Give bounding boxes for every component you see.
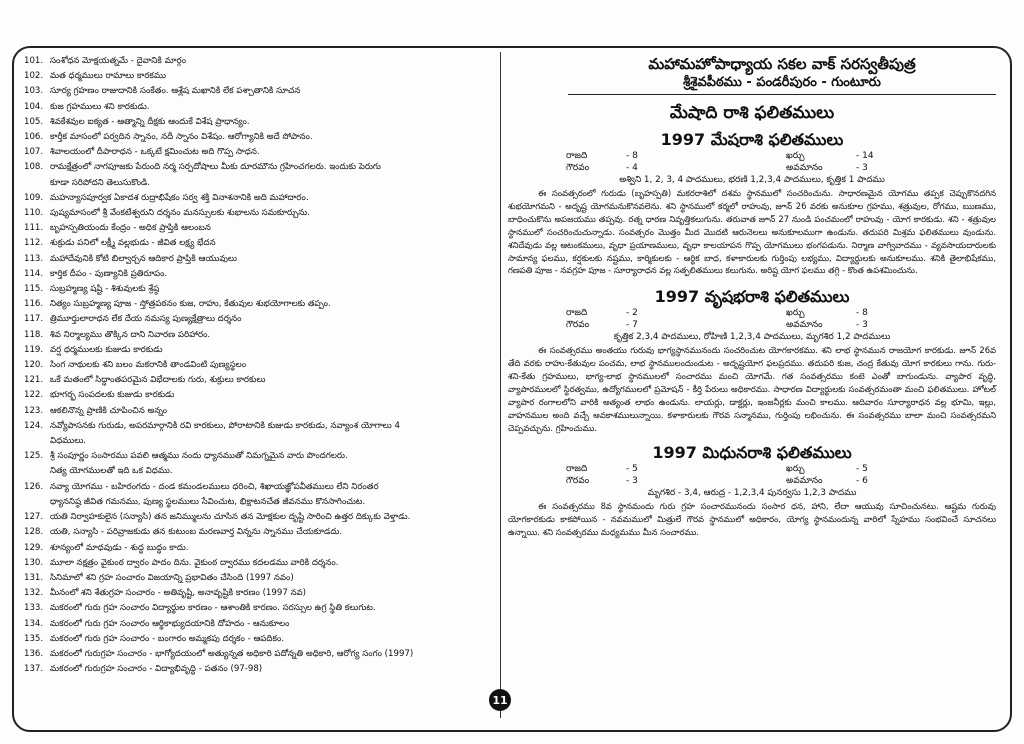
- list-item: [24, 69, 494, 84]
- list-item-text: కార్తిక దీపం - పుణ్యానికి ప్రతిరూపం.: [50, 268, 168, 279]
- list-item: [24, 647, 494, 662]
- list-item: [24, 130, 494, 145]
- stat-value: - 8: [626, 151, 638, 161]
- list-item: [24, 601, 494, 616]
- list-item-number: 119.: [24, 344, 44, 355]
- nakshatra-line: మృగశిర - 3,4, ఆరుద్ర - 1,2,3,4 పునర్వసు 1,2,3 పాదము: [647, 487, 857, 498]
- list-item-text: నిత్యం సుబ్రహ్మణ్య పూజ - స్తోత్రపఠనం కుజ, రాహు, కేతువుల శుభయోగాలకు తప్పం.: [50, 299, 331, 310]
- list-item: [24, 221, 494, 236]
- list-item-text: మకరంలో గురు గ్రహ సంచారం ఆర్థికాభ్యుదయానికి దోహదం - ఆనుకూలం: [50, 618, 290, 629]
- list-item-text: శ్రీ సంపూర్ణం సంసారము పవలి ఆత్మము నందు ధ్యానముతో నిమగ్నమైన వారు పొందగలరు.: [50, 451, 348, 462]
- stat-label2: ఖర్చు: [786, 463, 805, 474]
- rasi-section: [508, 443, 996, 539]
- list-item-number: 128.: [24, 527, 44, 538]
- list-item-text: రామక్షేత్రంలో నాగపూజకు పేరుంది నర్మ సర్పదోషాలు మీకు దూరమౌను గ్రహించగలరు. ఇందుకు పెరుగు: [50, 162, 381, 173]
- stat-value2: - 8: [856, 308, 868, 319]
- list-item-number: 137.: [24, 664, 44, 675]
- right-column: [508, 54, 996, 538]
- list-item: [24, 145, 494, 160]
- list-item-number: 136.: [24, 648, 44, 659]
- list-item: [24, 297, 494, 312]
- list-item: [24, 586, 494, 601]
- stat-label2: ఖర్చు: [786, 308, 805, 319]
- list-item: [24, 267, 494, 282]
- section-title: 1997 మేషరాశి ఫలితములు: [660, 130, 844, 149]
- list-item-number: 126.: [24, 481, 44, 492]
- list-item: [24, 510, 494, 525]
- list-item: [24, 312, 494, 327]
- list-item-text: శూన్యంలో మాధవుడు - శుద్ధ బుద్ధం కాదు.: [50, 542, 189, 553]
- stat-label: రాజది: [566, 308, 588, 319]
- list-item-text: సింగ నాథులకు శని బలం మకరానికి తాండవింటి పుణ్యస్థలం: [50, 360, 247, 371]
- list-item-number: 111.: [24, 223, 44, 234]
- page-number: 11: [489, 689, 511, 711]
- list-item-number: 130.: [24, 557, 44, 568]
- list-item-number: 134.: [24, 618, 44, 629]
- list-item-text: సినిమాలో శని గ్రహ సంచారం విజయాన్ని ప్రభావితం చేసింది (1997 నవం): [50, 572, 294, 583]
- list-item: [24, 449, 494, 464]
- list-item-number: 121.: [24, 375, 44, 386]
- stat-spacer: [706, 319, 786, 331]
- list-item-number: 110.: [24, 208, 44, 219]
- list-item-number: 103.: [24, 86, 44, 97]
- list-item: [24, 434, 494, 449]
- stats-grid: [566, 307, 996, 331]
- list-item-number: 106.: [24, 132, 44, 143]
- list-item: [24, 632, 494, 647]
- list-item-text: యతి నిర్వాహకులైన (సన్యాసి) తన జనిమ్ములను చూసిన తన మోక్షకుల దృష్టి సారించి ఉత్తర దిక్కుకు వెళ్తాడు.: [50, 512, 411, 523]
- list-item-number: 107.: [24, 147, 44, 158]
- list-item-number: 124.: [24, 420, 44, 431]
- stats-grid: [566, 463, 996, 487]
- list-item-text: పుష్యమాసంలో శ్రీ వేంకటేశ్వరుని దర్శనం మనస్సులకు శుభాలను సమకూర్చును.: [50, 208, 310, 219]
- list-item-number: 129.: [24, 542, 44, 553]
- list-item: [24, 328, 494, 343]
- stat-value: - 4: [626, 163, 638, 173]
- horoscope-sections: [508, 130, 996, 538]
- stats-grid: [566, 150, 996, 174]
- stat-label: రాజది: [566, 463, 588, 474]
- list-item-text: ఆకలినొన్న ప్రాణికి చూపించిన అన్నం: [50, 405, 168, 416]
- list-item-text: బృహస్పతియందు కేంద్రం - అధిక ప్రాప్తికి ఆలంబన: [50, 223, 211, 234]
- list-item: [24, 662, 494, 677]
- prediction-paragraph: ఈ సంవత్సరము అంతయు గురువు భాగ్యస్థానమునందు సంచరించుట యోగకారకము. శని లాభ స్థానమున రాజయోగ కారకుడు. జూన్ 26వ తేది వరకు రాహు-కేతువుల పంచమ, లాభ స్థానములందుండుట - అదృష్టయోగ ఫలప్రదము. తదుపరి కుజ, చంద్ర కేతువు యోగ కారకులు గాను. గురు-శని-కేతు గ్రహములు, భాగ్య-లాభ స్థానములలో సంచారము మంచి యోగమే. గత సంవత్సరము కంటె ఎంతో బాగుండును. వ్యాపార వృద్ధి, వ్యాపారములలో స్థిరత్వము, ఉద్యోగములలో ప్రమోషన్ - కీర్తి పేరులు అధికారము. సాధారణ విద్యార్థులకు సంవత్సరమంతా మంచి ఫలితములు. హోటల్ వ్యాపార రంగాలలోని వారికి అత్యంత లాభం ఉండును. లాయర్లు, డాక్టర్లు, ఇంజనీర్లకు మంచి కాలము. ఆదివారం సూర్యారాధన వల్ల భూమి, ఇల్లు, వాహనముల అంది వచ్చే అవకాశములున్నాయి. కళాకారులకు గౌరవ సన్మానము, గుర్తింపు లభించును. ఈ సంవత్సరము బాలా మంచి సంవత్సరమని చెప్పవచ్చును. గ్రహించుము.: [508, 345, 996, 433]
- list-item-text: మకరంలో గురుగ్రహ సంచారం - విద్యాభివృద్ధి - పతనం (97-98): [50, 664, 263, 675]
- list-item-number: [24, 464, 50, 479]
- list-item: [24, 115, 494, 130]
- list-item: [24, 206, 494, 221]
- list-item-text: మకరంలో గురు గ్రహ సంచారం విద్యార్థుల కారణం - ఆశాంతికి కారణం. సరస్సుల ఉగ్ర స్థితి కలుగుట.: [50, 603, 376, 614]
- list-item-number: 118.: [24, 329, 44, 340]
- list-item: [24, 464, 494, 479]
- list-item-number: 109.: [24, 192, 44, 203]
- stat-spacer: [706, 150, 786, 162]
- list-item-number: 113.: [24, 253, 44, 264]
- stat-label: రాజది: [566, 151, 588, 161]
- section-title: 1997 మిధునరాశి ఫలితములు: [652, 442, 852, 462]
- list-item: [24, 191, 494, 206]
- nakshatra-line: కృత్తిక 2,3,4 పాదములు, రోహిణి 1,2,3,4 పాదములు, మృగశిర 1,2 పాదములు: [613, 332, 891, 343]
- stat-label: గౌరవం: [566, 320, 590, 331]
- list-item-number: 102.: [24, 71, 44, 82]
- list-item-number: 105.: [24, 116, 44, 127]
- list-item-number: 131.: [24, 572, 44, 583]
- list-item-number: 133.: [24, 603, 44, 614]
- stat-spacer: [706, 162, 786, 174]
- list-item-text: వర్ష ధర్మములకు కుజుడు కారకుడు: [50, 344, 163, 355]
- list-item-text: నవ్యోపాసనకు గురుడు, అపరమార్గానికి రవి కారకులు, పోరాటానికి కుజుడు కారకుడు, నవ్యాంశ యోగాలు 4: [50, 420, 400, 431]
- list-item-text: సూర్య గ్రహణం రాజుదానికి సంకేతం. ఆశ్లేష మఖానికి లేక పశ్చాతానికి సూచన: [50, 86, 301, 97]
- stat-value2: - 3: [856, 163, 868, 173]
- list-item-text: మూలా నక్షత్రం వైకుంఠ ద్వారం పాదం దిను. వైకుంఠ ద్వారము కదలడము వారికి దర్శనం.: [50, 557, 339, 568]
- list-item-text: ధ్యాననిష్ఠ జీవిత గమనము, పుణ్య స్థలములు సేవించుట, భిక్షాటనచేత జీవనము కొనసాగించుట.: [50, 496, 366, 507]
- left-column: [24, 54, 494, 677]
- list-item: [24, 176, 494, 191]
- list-item: [24, 571, 494, 586]
- stat-label: గౌరవం: [566, 163, 590, 173]
- list-item: [24, 419, 494, 434]
- stat-value2: - 3: [856, 320, 868, 331]
- list-item-text: శివ నిర్మాల్యము తొక్కిన దాని నివారణ పరిహారం.: [50, 329, 211, 340]
- list-item-text: యతి, సన్యాసి - పరివ్రాజకుడు తన కుటుంబ మరణవార్త విన్నను స్నానము చేయకూడదు.: [50, 527, 343, 538]
- list-item: [24, 525, 494, 540]
- list-item-number: 108.: [24, 162, 44, 173]
- list-item-text: మకరంలో గురుగ్రహ సంచారం - భాగ్యోదయంలో అత్యున్నత అధికారి పదోన్నతి అధికారి, ఆరోగ్య సంగం (1997): [50, 648, 414, 659]
- list-item-number: 101.: [24, 56, 44, 66]
- list-item-number: 117.: [24, 314, 44, 325]
- stat-value2: - 6: [856, 475, 868, 486]
- stat-value2: - 5: [856, 463, 868, 474]
- prediction-paragraph: ఈ సంవత్సరము 8వ స్థానమందు గురు గ్రహ సంచారమునందు సంసార ధన, హాని, లేదా ఆయువు సూచించునటు. ఆష్టమ గురువు యోగకారకుడు కాకపోయిన - నవమములో మిత్రులే గౌరవ స్థానములో అధికారం, యోగ్య స్థానమందున్న వారిలో స్నేహము సంభవించే సూచనలు ఉన్నాయి. శని సంవత్సరము మధ్యమము మీన సంచారము.: [508, 500, 996, 537]
- list-item-text: మహాదేవునికి కోటి బిల్వార్చన ఆదికార ప్రాప్తికి ఆయువులు: [50, 253, 237, 264]
- list-item: [24, 404, 494, 419]
- list-item-number: 122.: [24, 390, 44, 401]
- list-item: [24, 480, 494, 495]
- list-item-number: 123.: [24, 405, 44, 416]
- list-item: [24, 54, 494, 69]
- list-item-number: 120.: [24, 360, 44, 371]
- stat-value: - 5: [626, 463, 638, 474]
- list-item: [24, 84, 494, 99]
- list-item: [24, 343, 494, 358]
- list-item-text: మత ధర్మములు రామాలు కారకము: [50, 71, 166, 82]
- stat-value: - 3: [626, 475, 638, 486]
- list-item-text: కుజ గ్రహములు శని కారకుడు.: [50, 101, 150, 112]
- list-item-text: కూడా సరిపోదని తెలుసుకొండి.: [50, 177, 151, 188]
- column-divider: [500, 52, 501, 718]
- list-item: [24, 236, 494, 251]
- list-item-number: 127.: [24, 512, 44, 523]
- section-title: 1997 వృషభరాశి ఫలితములు: [654, 287, 850, 307]
- list-item: [24, 556, 494, 571]
- list-item: [24, 282, 494, 297]
- stat-spacer: [706, 475, 786, 487]
- list-item-text: మీనంలో శని శేతుగ్రహ సంచారం - అతివృష్టి, అనావృష్టికి కారణం (1997 నవ): [50, 588, 307, 599]
- list-item: [24, 617, 494, 632]
- list-item-number: 132.: [24, 588, 44, 599]
- stat-label2: అవమానం: [786, 163, 823, 173]
- list-item-number: [24, 176, 50, 191]
- list-item-number: [24, 434, 50, 449]
- stat-spacer: [706, 307, 786, 319]
- list-item-number: 135.: [24, 633, 44, 644]
- list-item-text: నిత్య యోగములతో ఇది ఒక విధము.: [50, 466, 173, 477]
- list-item-text: శివకేశవుల ఐక్యత - ఆత్మాన్ని దీక్షకు ఆందుకే విశేష ప్రాధాన్యం.: [50, 116, 250, 127]
- list-item: [24, 100, 494, 115]
- list-item-text: మహన్యాసపూర్వక ఏకాదశ రుద్రాభిషేకం సర్వ శక్తి వినాశనానికి అది మహాదారం.: [50, 192, 309, 203]
- list-item: [24, 388, 494, 403]
- list-item: [24, 160, 494, 175]
- nakshatra-line: అశ్విని 1, 2, 3, 4 పాదములు, భరణి 1,2,3,4 పాదములు, కృత్తిక 1 పాదము: [619, 175, 885, 185]
- rasi-section: [508, 130, 996, 277]
- list-item-text: ఒకే మతంలో సిద్ధాంతపరమైన విభేదాలకు గురు, శుక్రులు కారకులు: [50, 375, 266, 386]
- list-item-text: త్రిమూర్తులారాధన లేక దేయ నమస్య పుణ్యక్షేత్రాలు దర్శనం: [50, 314, 242, 325]
- page-title: మేషాది రాశి ఫలితములు: [669, 103, 835, 123]
- stat-label: గౌరవం: [566, 475, 590, 486]
- list-item-text: కార్తీక మాసంలో పర్వదిన స్నానం, నదీ స్నానం విశేషం. ఆరోగ్యానికి అదే సోపానం.: [50, 132, 313, 143]
- list-item-text: మకరంలో గురు గ్రహ సంచారం - బంగారం అమ్మకపు దర్శకం - ఆపదికం.: [50, 633, 285, 644]
- prediction-paragraph: ఈ సంవత్సరంలో గురుడు (బృహస్పతి) మకరరాశిలో దశమ స్థానములో సంచరించును. సాధారణమైన యోగము తప్పక చెప్పుకొనదగిన శుభయోగమని - అదృష్ట యోగమనుకొనవలెను. శని స్థానములో కర్మలో రాహువు, జూన్ 26 వరకు అనుకూల గ్రహము, శత్రువుల, రోగము, ఋణము, బాధించుకొను అపజయము తప్పవు. రత్న ధారణ నివృత్తికలుగును. తరువాత జూన్ 27 నుండి పంచమంలో రాహువు - యోగ కారకుడు. శని - శత్రువుల స్థానములో సంచరించుచున్నాడు. సంవత్సరం మొత్తం మీద మొదటి ఆరునెలలు అనుకూలముగా ఉండును. తదుపరి మిశ్రమ ఫలితములు వుండును. శనిదేవుడు వల్ల ఆటంకములు, వృధా ప్రయాణములు, వృధా కాలయాపన గొప్ప యోగములు భంగపడును. నిర్మాణ వాగ్వివాదము - వ్యవసాయదారులకు సామాన్య ఫలము, కర్షకులకు నష్టము, కార్మికులకు - ఆర్థిక బాధ, కళాకారులకు గుర్తింపు లభ్యము, విద్యార్థులకు అనుకూలము. శనికి తైలాభిషేకము, గణపతి పూజ - నవగ్రహ పూజ - సూర్యారాధన వల్ల సత్ఫలితములు కలుగును. అరిష్ట యోగ ఫలము తగ్గి - కొంత ఉపశమించును.: [508, 188, 996, 276]
- stat-value: - 7: [626, 320, 638, 331]
- stat-spacer: [706, 463, 786, 475]
- list-item-number: 116.: [24, 299, 44, 310]
- list-item-number: 112.: [24, 238, 44, 249]
- list-item: [24, 495, 494, 510]
- list-item: [24, 541, 494, 556]
- stat-value: - 2: [626, 308, 638, 319]
- list-item-number: 115.: [24, 284, 44, 295]
- list-item-text: నవ్యా యోగము - బహిరంగదు - దండ కమండలములు ధరించి, శిఖాయజ్ఞోపవీతములు లేని నిరంతర: [50, 481, 379, 492]
- list-item-text: విధములు.: [50, 436, 87, 447]
- list-item: [24, 373, 494, 388]
- list-item-text: శుక్రుడు పనిలో లక్ష్మీ వల్లభుడు - జీవిత లక్ష్య భేదన: [50, 238, 216, 249]
- list-item: [24, 358, 494, 373]
- list-item: [24, 252, 494, 267]
- stat-value2: - 14: [856, 151, 874, 161]
- header-line-1: మహామహోపాధ్యాయ సకల వాక్ సరస్వతీపుత్ర: [648, 55, 916, 73]
- stat-label2: ఖర్చు: [786, 151, 805, 161]
- list-item-number: [24, 495, 50, 510]
- list-item-text: సంశోధన మోక్షయత్నమే - దైవానికి మార్గం: [50, 56, 186, 66]
- stat-label2: అవమానం: [786, 320, 823, 331]
- list-item-text: సుబ్రహ్మణ్య షష్టి - శిశువులకు శ్రేష్ఠ: [50, 284, 160, 295]
- list-item-number: 125.: [24, 451, 44, 462]
- list-item-text: భూగర్భ సంపదలకు కుజుడు కారకుడు: [50, 390, 175, 401]
- rasi-section: [508, 287, 996, 434]
- list-item-number: 114.: [24, 268, 44, 279]
- list-item-text: శివాలయంలో దీపారాధన - ఒక్కటే క్షమించుట అది గొప్ప సాధన.: [50, 147, 260, 158]
- stat-label2: అవమానం: [786, 475, 823, 486]
- list-item-number: 104.: [24, 101, 44, 112]
- header-line-2: శ్రీశైవపీఠము - పండరీపురం - గుంటూరు: [568, 74, 996, 95]
